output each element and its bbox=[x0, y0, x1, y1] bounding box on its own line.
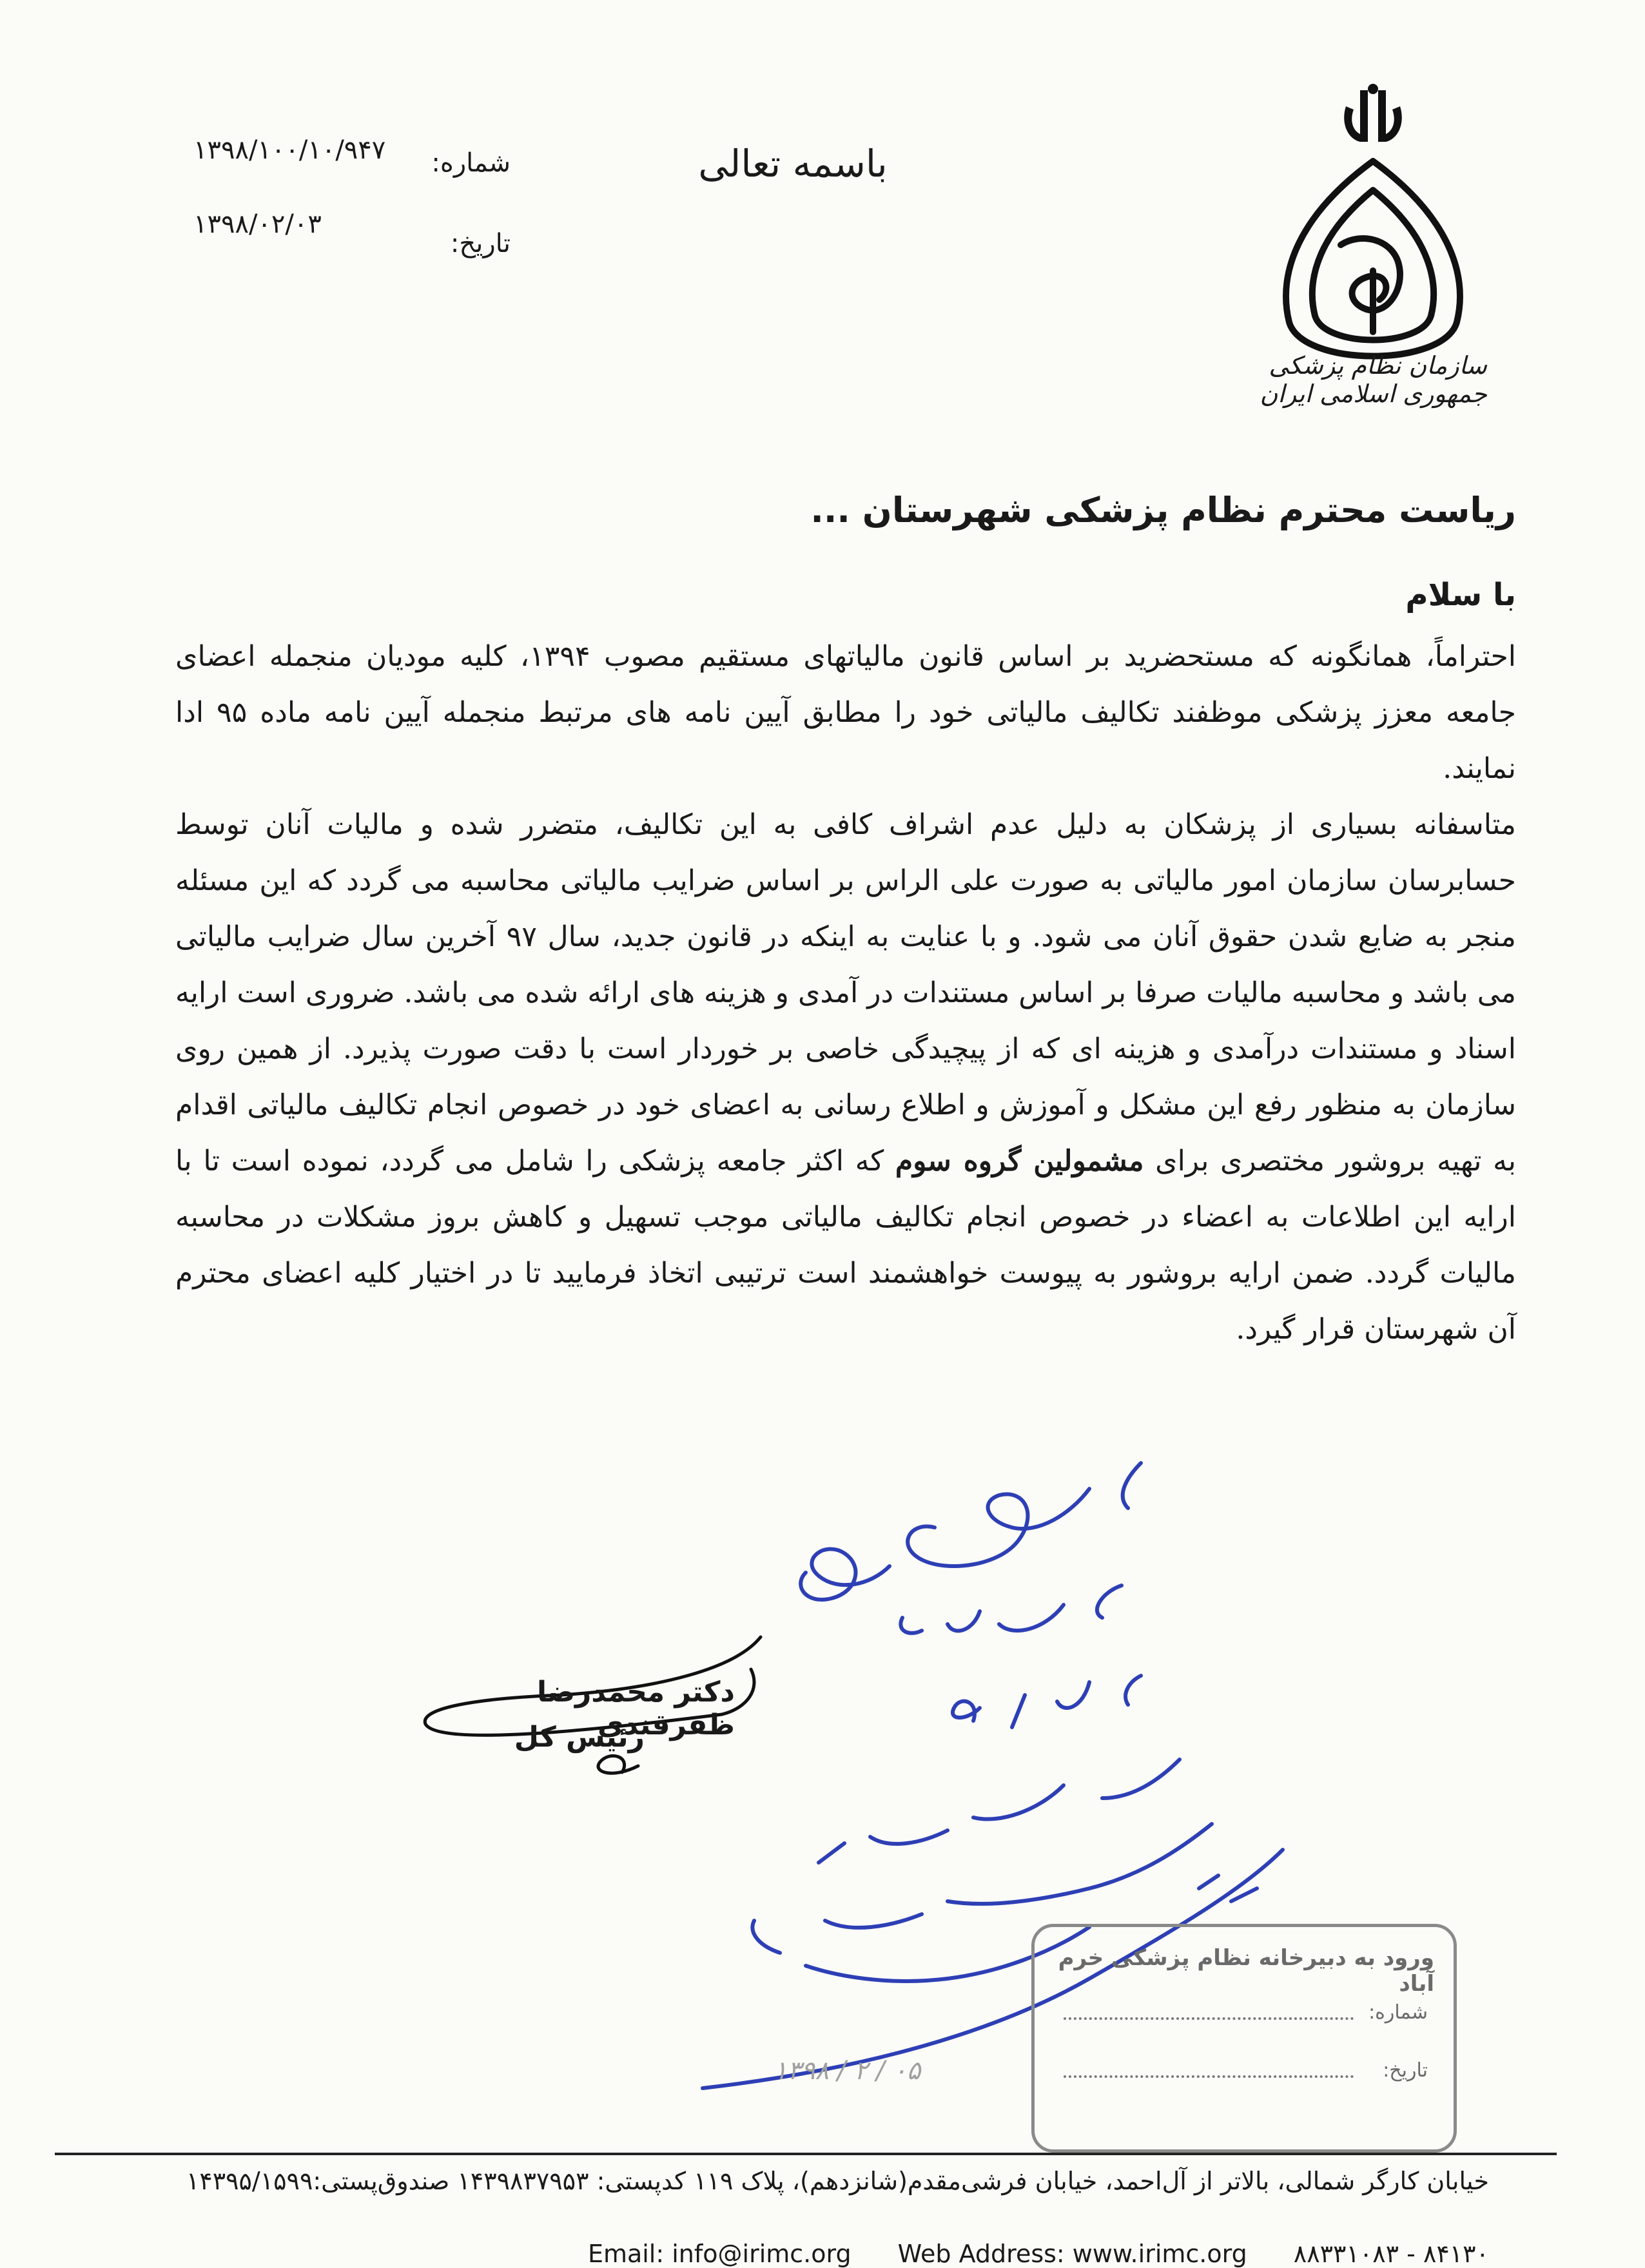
footer-email: Email: info@irimc.org bbox=[587, 2240, 852, 2268]
letter-date-value: ۱۳۹۸/۰۲/۰۳ bbox=[193, 209, 322, 239]
organization-name: سازمان نظام پزشکی جمهوری اسلامی ایران bbox=[1260, 351, 1487, 408]
signer-title: رئیس کل bbox=[514, 1721, 645, 1754]
stamp-date-label: تاریخ: bbox=[1383, 2059, 1428, 2082]
footer-contact bbox=[71, 2240, 1489, 2268]
letter-body bbox=[175, 628, 1516, 1357]
paragraph-2 bbox=[175, 797, 1516, 1357]
stamp-number-line bbox=[1064, 2017, 1354, 2020]
irimc-logo-icon bbox=[1263, 77, 1483, 387]
signer-name: دکتر محمدرضا ظفرقندی bbox=[536, 1676, 735, 1741]
recipient-line: ریاست محترم نظام پزشکی شهرستان ... bbox=[810, 490, 1516, 530]
greeting-line: با سلام bbox=[1405, 577, 1516, 613]
footer-divider bbox=[55, 2153, 1557, 2155]
footer-web: Web Address: www.irimc.org bbox=[897, 2240, 1247, 2268]
letter-number-label: شماره: bbox=[431, 148, 511, 178]
letter-number-value: ۱۳۹۸/۱۰۰/۱۰/۹۴۷ bbox=[193, 135, 386, 165]
stamp-title: ورود به دبیرخانه نظام پزشکی خرم آباد bbox=[1058, 1945, 1434, 1997]
footer-phone: ۸۸۳۳۱۰۸۳ - ۸۴۱۳۰ bbox=[1293, 2240, 1489, 2268]
bismillah-heading: باسمه تعالی bbox=[698, 142, 888, 186]
stamp-date-line bbox=[1064, 2075, 1354, 2078]
paragraph-2-emphasis: مشمولین گروه سوم bbox=[895, 1145, 1144, 1178]
paragraph-2-part-b: که اکثر جامعه پزشکی را شامل می گردد، نموده است تا با ارایه این اطلاعات به اعضاء در خصوص انجام تکالیف مالیاتی موجب تسهیل و کاهش بروز مشکلات در محاسبه مالیات گردد. ضمن ارایه بروشور به پیوست خواهشمند است ترتیبی اتخاذ فرمایید تا در اختیار کلیه اعضای محترم آن شهرستان قرار گیرد. bbox=[175, 1145, 1516, 1346]
stamp-handwritten-date: ۱۳۹۸ / ۲ / ۰۵ bbox=[774, 2056, 921, 2086]
stamp-number-label: شماره: bbox=[1368, 2001, 1428, 2024]
secretariat-entry-stamp bbox=[1031, 1924, 1457, 2153]
footer-address: خیابان کارگر شمالی، بالاتر از آل‌احمد، خیابان فرشی‌مقدم(شانزدهم)، پلاک ۱۱۹ کدپستی: ۱۴۳۹۸۳۷۹۵۳ صندوق‌پستی:۱۴۳۹۵/۱۵۹۹ bbox=[186, 2167, 1489, 2195]
letter-date-label: تاریخ: bbox=[450, 229, 511, 258]
paragraph-2-part-a: متاسفانه بسیاری از پزشکان به دلیل عدم اشراف کافی به این تکالیف، متضرر شده و مالیات آنان توسط حسابرسان سازمان امور مالیاتی به صورت علی الراس بر اساس ضرایب مالیاتی محاسبه می گردد که این مسئله منجر به ضایع شدن حقوق آنان می شود. و با عنایت به اینکه در قانون جدید، سال ۹۷ آخرین سال ضرایب مالیاتی می باشد و محاسبه مالیات صرفا بر اساس مستندات در آمدی و هزینه های ارائه شده می باشد. ضروری است ارایه اسناد و مستندات درآمدی و هزینه ای که از پیچیدگی خاصی بر خوردار است با دقت صورت پذیرد. از همین روی سازمان به منظور رفع این مشکل و آموزش و اطلاع رسانی به اعضای خود در خصوص انجام تکالیف مالیاتی اقدام به تهیه بروشور مختصری برای bbox=[175, 808, 1516, 1178]
paragraph-1: احتراماً، همانگونه که مستحضرید بر اساس قانون مالیاتهای مستقیم مصوب ۱۳۹۴، کلیه مودیان منجمله اعضای جامعه معزز پزشکی موظفند تکالیف مالیاتی خود را مطابق آیین نامه های مرتبط منجمله آیین نامه ماده ۹۵ ادا نمایند. bbox=[175, 640, 1516, 785]
